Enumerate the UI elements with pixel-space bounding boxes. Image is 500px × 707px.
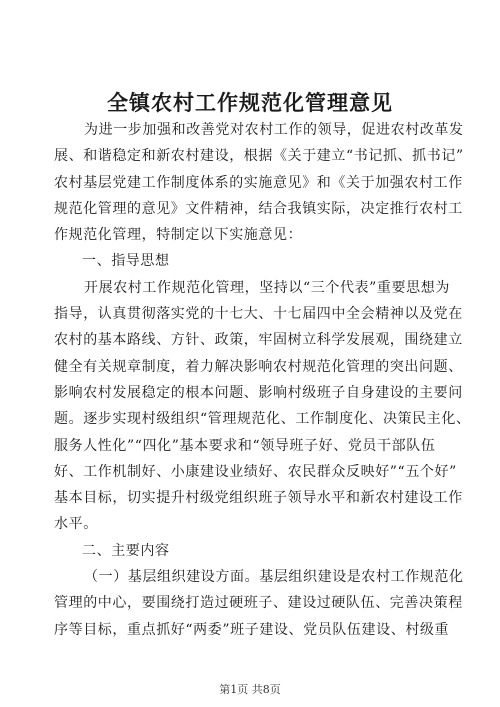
paragraph-line: （一）基层组织建设方面。基层组织建设是农村工作规范化	[84, 569, 464, 586]
paragraph-line: 健全有关规章制度，着力解决影响农村规范化管理的突出问题、	[54, 358, 463, 375]
paragraph-line: 规范化管理的意见》文件精神，结合我镇实际，决定推行农村工	[54, 200, 463, 217]
document-title: 全镇农村工作规范化管理意见	[107, 90, 393, 115]
paragraph-line: 农村的基本路线、方针、政策，牢固树立科学发展观，围绕建立	[54, 332, 463, 349]
paragraph-line: 为进一步加强和改善党对农村工作的领导，促进农村改革发	[84, 122, 464, 138]
section-heading: 二、主要内容	[82, 542, 170, 559]
paragraph-line: 好、工作机制好、小康建设业绩好、农民群众反映好”“五个好”	[54, 463, 457, 480]
paragraph-line: 水平。	[54, 516, 98, 533]
paragraph-line: 作规范化管理，特制定以下实施意见：	[54, 227, 303, 244]
paragraph-line: 题。逐步实现村级组织“管理规范化、工作制度化、决策民主化、	[54, 411, 471, 428]
paragraph-line: 服务人性化”“四化”基本要求和“领导班子好、党员干部队伍	[54, 437, 436, 454]
page-number-footer: 第1页 共8页	[219, 683, 281, 696]
section-heading: 一、指导思想	[82, 253, 170, 270]
document-body	[54, 117, 471, 643]
paragraph-line: 管理的中心，要围绕打造过硬班子、建设过硬队伍、完善决策程	[54, 595, 463, 612]
paragraph-line: 序等目标，重点抓好“两委”班子建设、党员队伍建设、村级重	[54, 621, 450, 638]
paragraph-line: 展、和谐稳定和新农村建设，根据《关于建立“书记抓、抓书记”	[54, 148, 464, 165]
paragraph-line: 农村基层党建工作制度体系的实施意见》和《关于加强农村工作	[54, 174, 463, 191]
paragraph-line: 影响农村发展稳定的根本问题、影响村级班子自身建设的主要问	[54, 384, 463, 401]
paragraph-line: 指导，认真贯彻落实党的十七大、十七届四中全会精神以及党在	[54, 306, 463, 323]
paragraph-line: 开展农村工作规范化管理，坚持以“三个代表”重要思想为	[84, 279, 450, 296]
paragraph-line: 基本目标，切实提升村级党组织班子领导水平和新农村建设工作	[54, 490, 463, 507]
